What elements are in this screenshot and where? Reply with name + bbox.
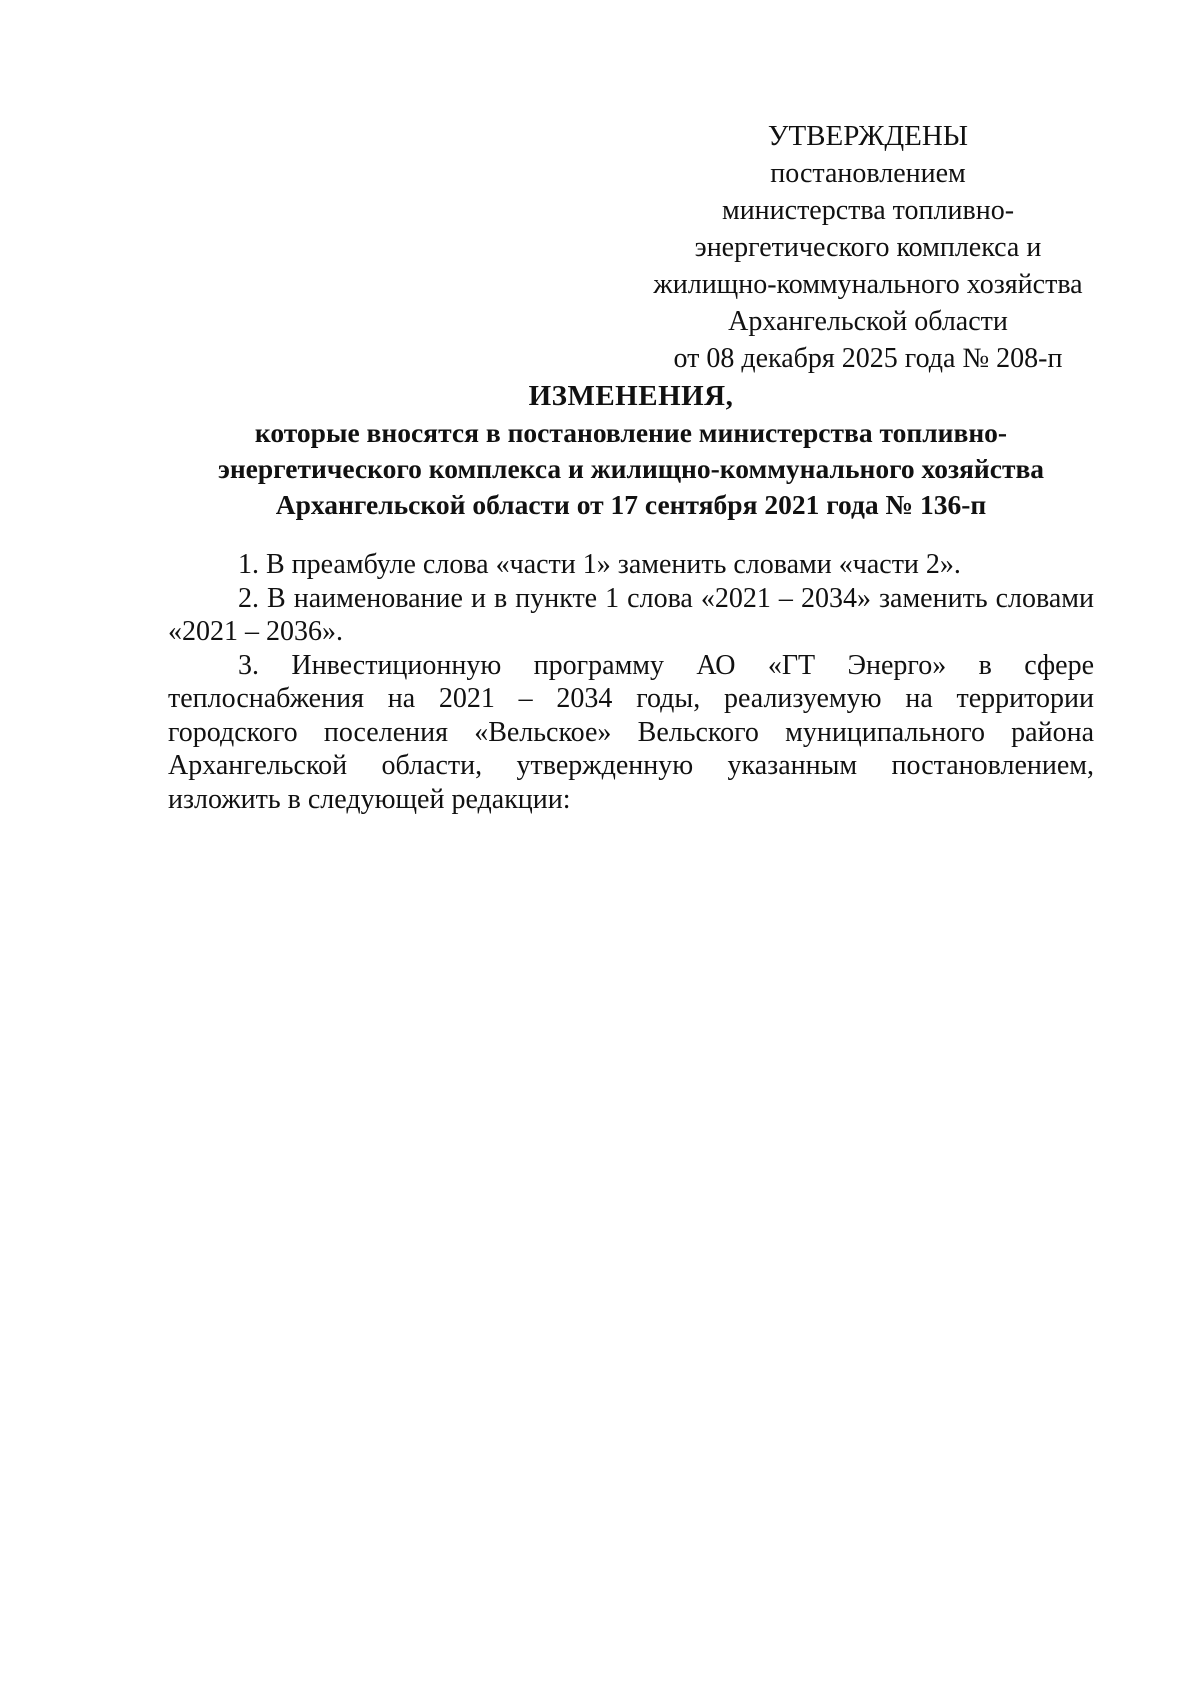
document-body <box>168 548 1094 816</box>
item-1: 1. В преамбуле слова «части 1» заменить словами «части 2». <box>238 549 961 580</box>
title-subline: которые вносятся в постановление министерства топливно- <box>254 417 1008 448</box>
approval-line: Архангельской области <box>728 306 1008 337</box>
approval-heading: УТВЕРЖДЕНЫ <box>767 120 969 152</box>
title-subline: энергетического комплекса и жилищно-коммунального хозяйства <box>217 453 1045 484</box>
approval-line: постановлением <box>770 158 966 189</box>
title-subline: Архангельской области от 17 сентября 2021 года № 136-п <box>275 489 987 520</box>
approval-line: министерства топливно- <box>721 195 1015 226</box>
item-2: 2. В наименование и в пункте 1 слова «2021 – 2034» заменить словами «2021 – 2036». <box>168 582 1094 647</box>
approval-line: от 08 декабря 2025 года № 208-п <box>673 343 1063 374</box>
title-main: ИЗМЕНЕНИЯ, <box>528 380 734 412</box>
approval-line: жилищно-коммунального хозяйства <box>653 269 1083 300</box>
document-title <box>168 377 1094 523</box>
approval-stamp <box>642 118 1094 377</box>
approval-line: энергетического комплекса и <box>694 232 1042 263</box>
item-3: 3. Инвестиционную программу АО «ГТ Энерго» в сфере теплоснабжения на 2021 – 2034 годы, реализуемую на территории городского поселения «Вельское» Вельского муниципального района Архангельской области, утвержденную указанным постановлением, изложить в следующей редакции: <box>168 649 1094 815</box>
